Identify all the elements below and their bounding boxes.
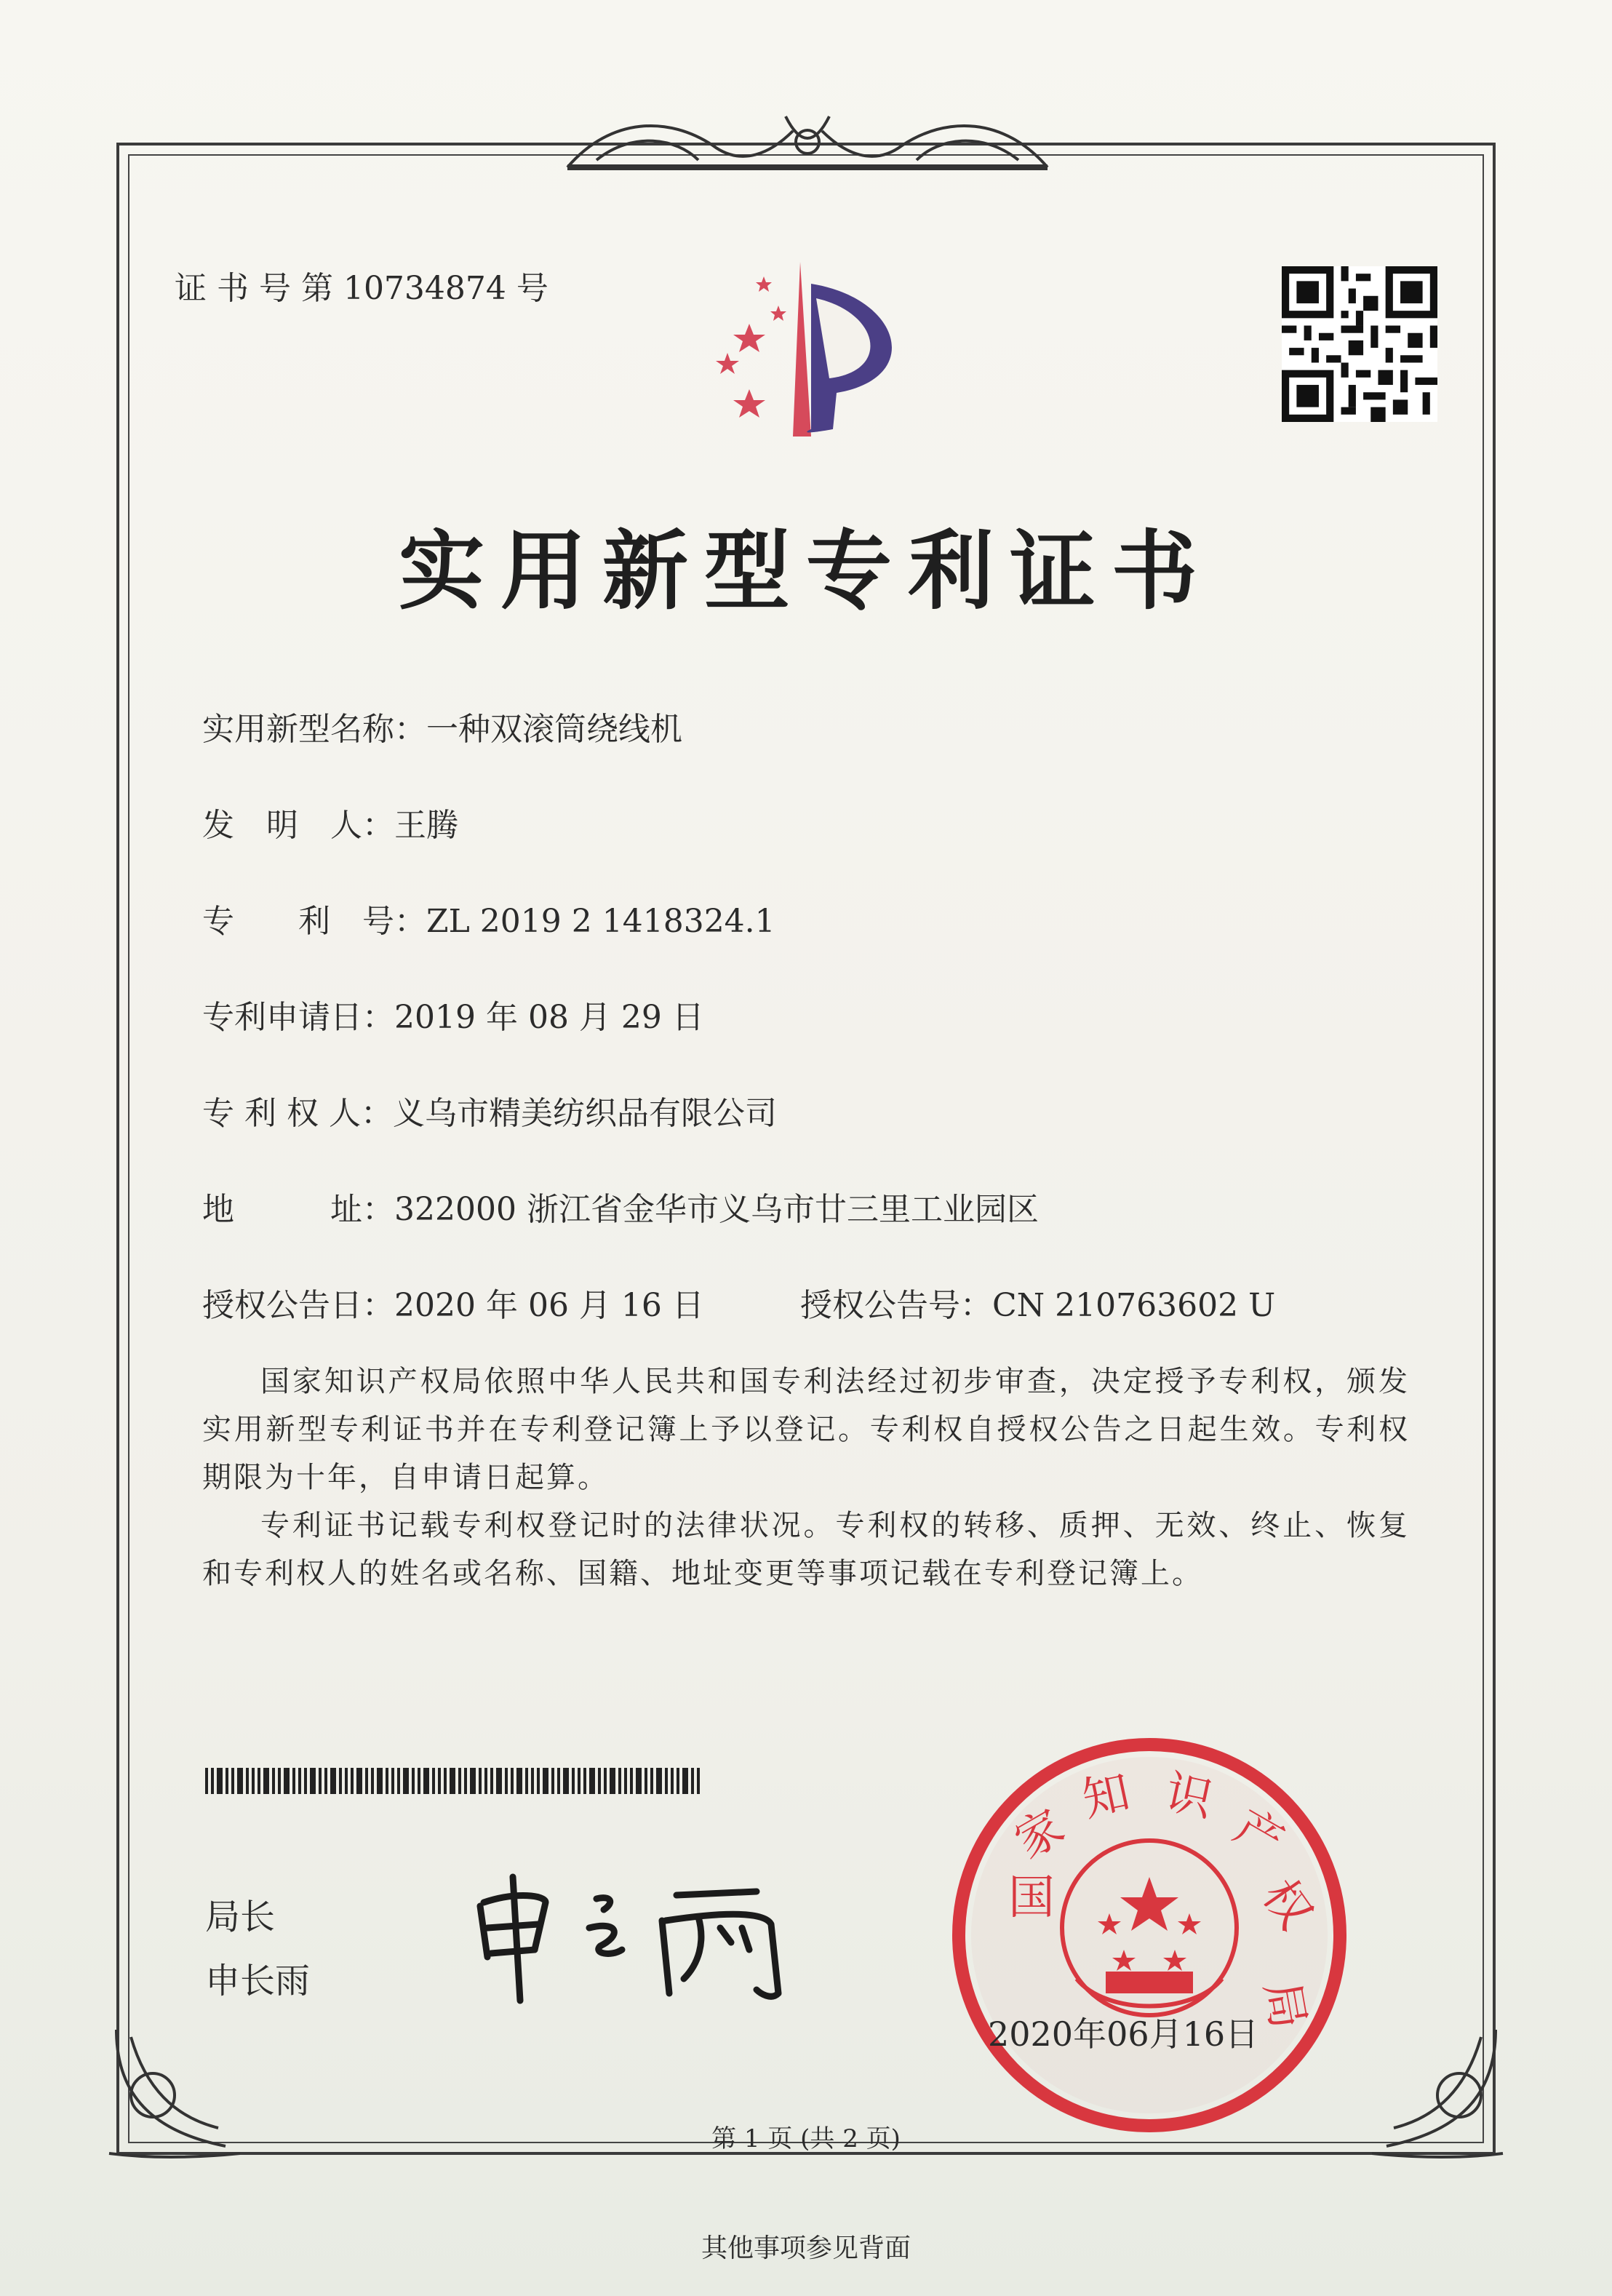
field-inventor-value: 王腾 (394, 807, 458, 844)
field-grant-no-label: 授权公告号： (800, 1287, 992, 1324)
footer-note: 其他事项参见背面 (701, 2233, 911, 2263)
official-seal (946, 1731, 1353, 2139)
field-patent-no-label: 专 利 号： (202, 903, 426, 940)
field-inventor-label: 发 明 人： (202, 807, 394, 844)
field-inventor (202, 799, 458, 845)
page-number: 第 1 页 (共 2 页) (711, 2124, 901, 2153)
legal-paragraph-1: 国家知识产权局依照中华人民共和国专利法经过初步审查，决定授予专利权，颁发实用新型专利证书并在专利登记簿上予以登记。专利权自授权公告之日起生效。专利权期限为十年，自申请日起算。 (202, 1365, 1410, 1494)
svg-text:局: 局 (1253, 1977, 1315, 2033)
field-application-date (202, 991, 704, 1037)
field-model-name-value: 一种双滚筒绕线机 (426, 711, 682, 748)
top-ornament (553, 102, 1062, 189)
field-grant-date-value: 2020 年 06 月 16 日 (394, 1287, 704, 1324)
cnipa-logo-icon (684, 255, 946, 444)
svg-text:权: 权 (1251, 1870, 1322, 1940)
field-grant-no-value: CN 210763602 U (992, 1287, 1276, 1324)
field-model-name (202, 703, 682, 749)
director-title: 局长 (205, 1897, 276, 1937)
field-model-name-label: 实用新型名称： (202, 711, 426, 748)
barcode (205, 1768, 700, 1794)
field-grant-no (800, 1279, 1275, 1326)
field-patentee (202, 1087, 777, 1133)
field-address (202, 1183, 1039, 1229)
certificate-number: 证 书 号 第 10734874 号 (175, 270, 548, 307)
svg-text:产: 产 (1225, 1799, 1293, 1870)
field-address-label: 地 址： (202, 1191, 394, 1228)
certificate-title: 实用新型专利证书 (398, 520, 1213, 621)
seal-date: 2020年06月16日 (988, 2014, 1259, 2054)
field-patentee-value: 义乌市精美纺织品有限公司 (392, 1095, 777, 1132)
svg-text:国: 国 (1008, 1871, 1055, 1925)
field-grant-date (202, 1279, 704, 1326)
director-name: 申长雨 (205, 1961, 311, 2001)
field-address-value: 322000 浙江省金华市义乌市廿三里工业园区 (394, 1191, 1039, 1228)
svg-text:家: 家 (1006, 1799, 1074, 1870)
field-patent-no (202, 895, 775, 941)
qr-code (1282, 266, 1437, 422)
svg-text:识: 识 (1160, 1765, 1218, 1828)
field-grant-date-label: 授权公告日： (202, 1287, 394, 1324)
legal-paragraph-2: 专利证书记载专利权登记时的法律状况。专利权的转移、质押、无效、终止、恢复和专利权人的姓名或名称、国籍、地址变更等事项记载在专利登记簿上。 (202, 1509, 1410, 1590)
svg-text:知: 知 (1077, 1765, 1135, 1828)
field-application-date-value: 2019 年 08 月 29 日 (394, 999, 704, 1036)
director-signature (466, 1862, 815, 2008)
field-patentee-label: 专 利 权 人： (202, 1095, 393, 1132)
field-application-date-label: 专利申请日： (202, 999, 394, 1036)
field-patent-no-value: ZL 2019 2 1418324.1 (426, 903, 775, 940)
